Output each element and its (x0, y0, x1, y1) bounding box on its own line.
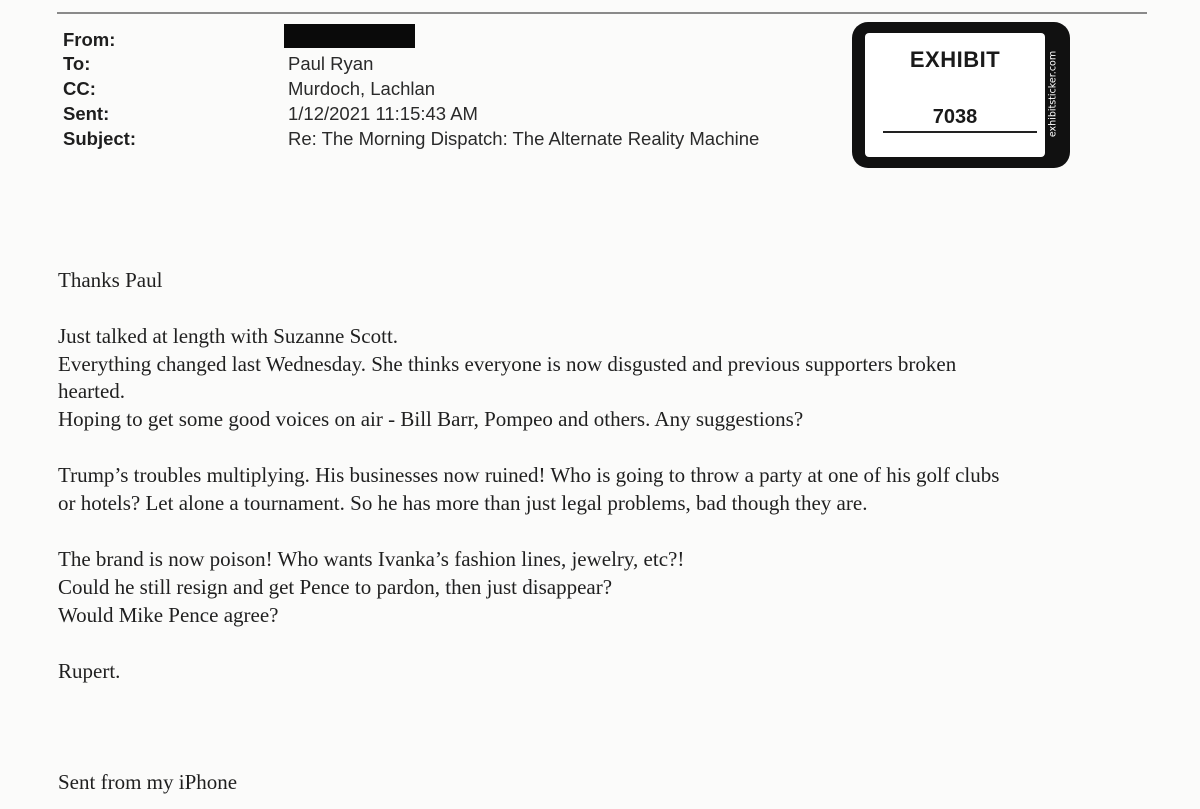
sent-from-footer: Sent from my iPhone (58, 770, 238, 794)
to-value: Paul Ryan (288, 53, 374, 74)
cc-label: CC: (63, 78, 96, 99)
exhibit-number: 7038 (932, 106, 978, 128)
body-line: Hoping to get some good voices on air - Bill Barr, Pompeo and others. Any suggestions? (58, 407, 804, 431)
body-line: Would Mike Pence agree? (58, 603, 279, 627)
subject-label: Subject: (63, 128, 136, 149)
top-rule (57, 12, 1147, 14)
cc-value: Murdoch, Lachlan (288, 78, 436, 99)
exhibit-sticker-label-area (865, 33, 1045, 157)
body-line: Trump’s troubles multiplying. His businesses now ruined! Who is going to throw a party at one of his golf clubs (58, 463, 1000, 487)
body-line: The brand is now poison! Who wants Ivanka’s fashion lines, jewelry, etc?! (58, 547, 685, 571)
greeting: Thanks Paul (58, 268, 163, 292)
sent-label: Sent: (63, 103, 110, 124)
exhibit-sticker-side-text: exhibitsticker.com (1047, 50, 1059, 138)
exhibit-number-underline (883, 131, 1037, 133)
body-line: Just talked at length with Suzanne Scott. (58, 324, 399, 348)
exhibit-title: EXHIBIT (909, 47, 1001, 72)
sent-value: 1/12/2021 11:15:43 AM (288, 103, 478, 124)
exhibit-sticker (852, 22, 1070, 168)
body-line: or hotels? Let alone a tournament. So he has more than just legal problems, bad though they are. (58, 491, 868, 515)
body-line: Could he still resign and get Pence to pardon, then just disappear? (58, 575, 613, 599)
body-line: hearted. (58, 379, 126, 403)
from-redaction (284, 24, 415, 48)
from-label: From: (63, 29, 116, 50)
to-label: To: (63, 53, 91, 74)
signature: Rupert. (58, 659, 121, 683)
body-line: Everything changed last Wednesday. She thinks everyone is now disgusted and previous supporters broken (58, 352, 957, 376)
subject-value: Re: The Morning Dispatch: The Alternate Reality Machine (288, 128, 760, 149)
